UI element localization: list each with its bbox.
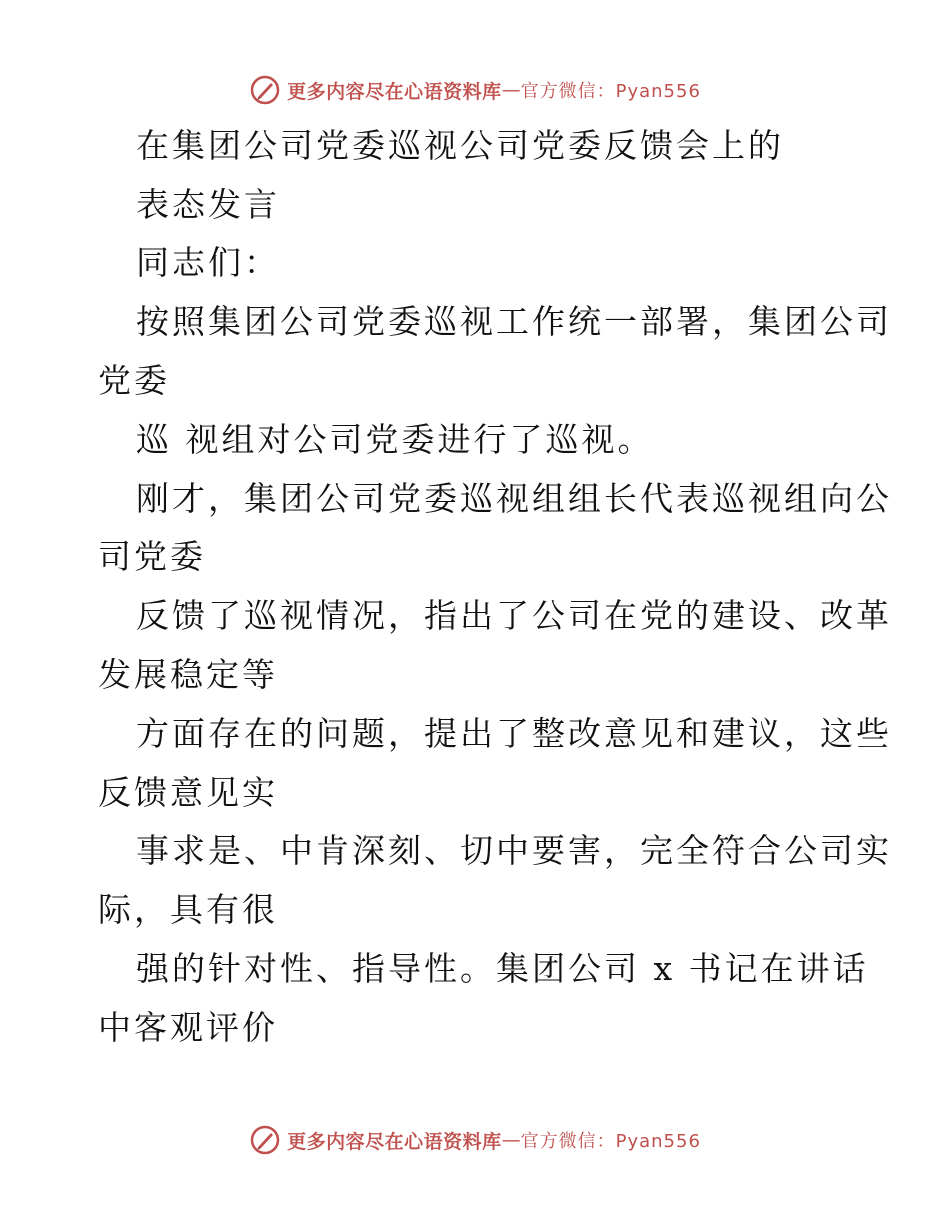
body-line: 党委: [98, 361, 170, 400]
body-line: 发展稳定等: [98, 655, 278, 694]
body-line: 按照集团公司党委巡视工作统一部署，集团公司: [136, 302, 892, 341]
watermark-separator: —: [501, 1129, 521, 1151]
body-line: 巡 视组对公司党委进行了巡视。: [136, 420, 654, 459]
watermark-separator: —: [501, 79, 521, 101]
document-title-line-2: 表态发言: [136, 185, 280, 224]
salutation: 同志们：: [136, 243, 280, 282]
body-line: 反馈意见实: [98, 773, 278, 812]
body-line: 际，具有很: [98, 890, 278, 929]
body-line: 中客观评价: [98, 1008, 278, 1047]
watermark-brand-text: 更多内容尽在心语资料库: [287, 80, 502, 103]
document-title-line-1: 在集团公司党委巡视公司党委反馈会上的: [136, 126, 784, 165]
body-line: 反馈了巡视情况，指出了公司在党的建设、改革: [136, 596, 892, 635]
watermark-brand-text: 更多内容尽在心语资料库: [287, 1130, 502, 1153]
watermark-wechat-text: 官方微信：Pyan556: [520, 1131, 701, 1152]
watermark-wechat-text: 官方微信：Pyan556: [520, 81, 701, 102]
header-watermark: [0, 70, 950, 110]
footer-watermark: [0, 1120, 950, 1160]
body-line: 刚才，集团公司党委巡视组组长代表巡视组向公: [136, 479, 892, 518]
body-line: 方面存在的问题，提出了整改意见和建议，这些: [136, 714, 892, 753]
body-line: 强的针对性、指导性。集团公司 x 书记在讲话: [136, 949, 869, 988]
body-line: 事求是、中肯深刻、切中要害，完全符合公司实: [136, 831, 892, 870]
pen-seal-logo-icon: [249, 74, 281, 106]
body-line: 司党委: [98, 537, 206, 576]
pen-seal-logo-icon: [249, 1124, 281, 1156]
